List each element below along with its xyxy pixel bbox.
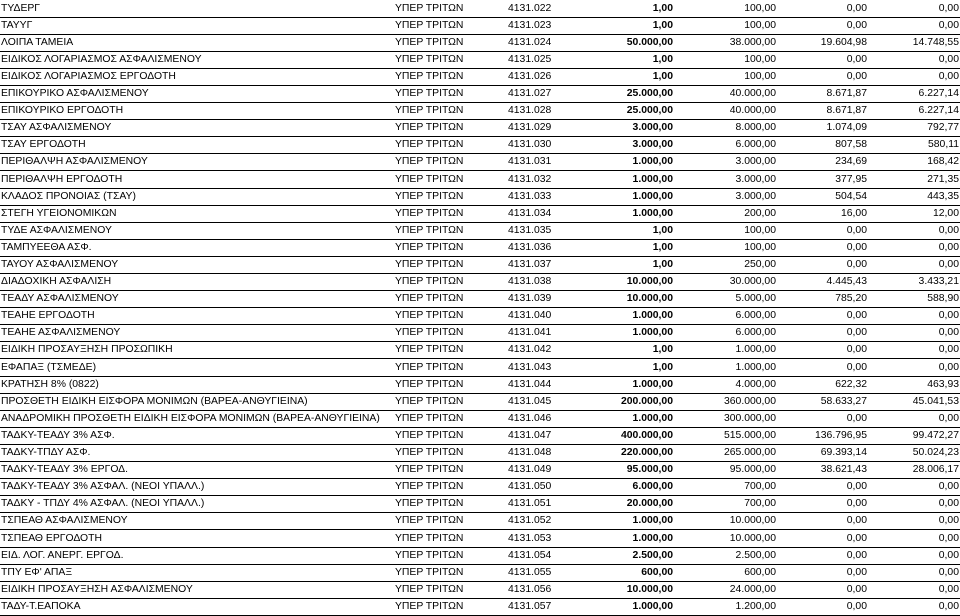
account-code-cell: 4131.034	[507, 205, 597, 222]
amount-2-cell: 95.000,00	[674, 462, 777, 479]
amount-2-cell: 3.000,00	[674, 171, 777, 188]
amount-2-cell: 10.000,00	[674, 513, 777, 530]
account-code-cell: 4131.039	[507, 291, 597, 308]
account-code-cell: 4131.045	[507, 393, 597, 410]
amount-2-cell: 700,00	[674, 479, 777, 496]
account-code-cell: 4131.056	[507, 581, 597, 598]
account-name-cell: ΠΕΡΙΘΑΛΨΗ ΑΣΦΑΛΙΣΜΕΝΟΥ	[0, 154, 394, 171]
amount-3-cell: 0,00	[777, 410, 868, 427]
category-cell: ΥΠΕΡ ΤΡΙΤΩΝ	[394, 444, 507, 461]
amount-4-cell: 0,00	[868, 325, 960, 342]
amount-3-cell: 0,00	[777, 325, 868, 342]
account-name-cell: ΛΟΙΠΑ ΤΑΜΕΙΑ	[0, 34, 394, 51]
account-name-cell: ΠΡΟΣΘΕΤΗ ΕΙΔΙΚΗ ΕΙΣΦΟΡΑ ΜΟΝΙΜΩΝ (ΒΑΡΕΑ-ΑΝΘΥΓΙΕΙΝΑ)	[0, 393, 394, 410]
amount-3-cell: 136.796,95	[777, 427, 868, 444]
table-row	[0, 120, 960, 137]
budget-amount-cell: 1.000,00	[597, 205, 674, 222]
table-row	[0, 256, 960, 273]
table-row	[0, 239, 960, 256]
amount-2-cell: 10.000,00	[674, 530, 777, 547]
amount-3-cell: 0,00	[777, 496, 868, 513]
account-name-cell: ΤΠΥ ΕΦ' ΑΠΑΞ	[0, 564, 394, 581]
amount-4-cell: 99.472,27	[868, 427, 960, 444]
budget-amount-cell: 95.000,00	[597, 462, 674, 479]
amount-3-cell: 0,00	[777, 530, 868, 547]
account-name-cell: ΣΤΕΓΗ ΥΓΕΙΟΝΟΜΙΚΩΝ	[0, 205, 394, 222]
category-cell: ΥΠΕΡ ΤΡΙΤΩΝ	[394, 120, 507, 137]
category-cell: ΥΠΕΡ ΤΡΙΤΩΝ	[394, 496, 507, 513]
table-row	[0, 530, 960, 547]
category-cell: ΥΠΕΡ ΤΡΙΤΩΝ	[394, 359, 507, 376]
category-cell: ΥΠΕΡ ΤΡΙΤΩΝ	[394, 222, 507, 239]
account-name-cell: ΕΙΔΙΚΟΣ ΛΟΓΑΡΙΑΣΜΟΣ ΑΣΦΑΛΙΣΜΕΝΟΥ	[0, 51, 394, 68]
amount-3-cell: 69.393,14	[777, 444, 868, 461]
budget-amount-cell: 600,00	[597, 564, 674, 581]
account-name-cell: ΤΑΜΠΥΕΕΘΑ ΑΣΦ.	[0, 239, 394, 256]
amount-3-cell: 38.621,43	[777, 462, 868, 479]
account-code-cell: 4131.025	[507, 51, 597, 68]
amount-3-cell: 0,00	[777, 222, 868, 239]
account-name-cell: ΔΙΑΔΟΧΙΚΗ ΑΣΦΑΛΙΣΗ	[0, 274, 394, 291]
category-cell: ΥΠΕΡ ΤΡΙΤΩΝ	[394, 410, 507, 427]
amount-4-cell: 28.006,17	[868, 462, 960, 479]
amount-3-cell: 0,00	[777, 17, 868, 34]
amount-3-cell: 8.671,87	[777, 85, 868, 102]
table-row	[0, 222, 960, 239]
table-row	[0, 513, 960, 530]
amount-2-cell: 8.000,00	[674, 120, 777, 137]
category-cell: ΥΠΕΡ ΤΡΙΤΩΝ	[394, 17, 507, 34]
budget-amount-cell: 25.000,00	[597, 103, 674, 120]
amount-3-cell: 0,00	[777, 308, 868, 325]
budget-amount-cell: 1,00	[597, 17, 674, 34]
account-name-cell: ΤΥΔΕΡΓ	[0, 0, 394, 17]
budget-amount-cell: 1,00	[597, 0, 674, 17]
amount-3-cell: 0,00	[777, 51, 868, 68]
category-cell: ΥΠΕΡ ΤΡΙΤΩΝ	[394, 103, 507, 120]
table-row	[0, 51, 960, 68]
amount-2-cell: 100,00	[674, 17, 777, 34]
category-cell: ΥΠΕΡ ΤΡΙΤΩΝ	[394, 325, 507, 342]
category-cell: ΥΠΕΡ ΤΡΙΤΩΝ	[394, 85, 507, 102]
budget-amount-cell: 1,00	[597, 359, 674, 376]
account-name-cell: ΤΑΥΥΓ	[0, 17, 394, 34]
account-code-cell: 4131.029	[507, 120, 597, 137]
amount-2-cell: 1.000,00	[674, 359, 777, 376]
category-cell: ΥΠΕΡ ΤΡΙΤΩΝ	[394, 581, 507, 598]
amount-2-cell: 100,00	[674, 239, 777, 256]
amount-3-cell: 16,00	[777, 205, 868, 222]
table-row	[0, 188, 960, 205]
amount-3-cell: 785,20	[777, 291, 868, 308]
table-row	[0, 103, 960, 120]
amount-3-cell: 0,00	[777, 479, 868, 496]
account-name-cell: ΤΑΔΚΥ-ΤΠΔΥ ΑΣΦ.	[0, 444, 394, 461]
amount-3-cell: 504,54	[777, 188, 868, 205]
account-code-cell: 4131.048	[507, 444, 597, 461]
budget-amount-cell: 1,00	[597, 239, 674, 256]
category-cell: ΥΠΕΡ ΤΡΙΤΩΝ	[394, 0, 507, 17]
amount-2-cell: 6.000,00	[674, 308, 777, 325]
category-cell: ΥΠΕΡ ΤΡΙΤΩΝ	[394, 274, 507, 291]
category-cell: ΥΠΕΡ ΤΡΙΤΩΝ	[394, 137, 507, 154]
amount-3-cell: 4.445,43	[777, 274, 868, 291]
category-cell: ΥΠΕΡ ΤΡΙΤΩΝ	[394, 256, 507, 273]
amount-4-cell: 463,93	[868, 376, 960, 393]
amount-3-cell: 0,00	[777, 0, 868, 17]
budget-amount-cell: 200.000,00	[597, 393, 674, 410]
category-cell: ΥΠΕΡ ΤΡΙΤΩΝ	[394, 479, 507, 496]
amount-3-cell: 8.671,87	[777, 103, 868, 120]
amount-4-cell: 443,35	[868, 188, 960, 205]
table-row	[0, 547, 960, 564]
account-name-cell: ΕΠΙΚΟΥΡΙΚΟ ΕΡΓΟΔΟΤΗ	[0, 103, 394, 120]
account-code-cell: 4131.052	[507, 513, 597, 530]
amount-2-cell: 4.000,00	[674, 376, 777, 393]
amount-4-cell: 12,00	[868, 205, 960, 222]
table-row	[0, 342, 960, 359]
table-row	[0, 308, 960, 325]
amount-4-cell: 0,00	[868, 496, 960, 513]
account-name-cell: ΤΑΔΚΥ-ΤΕΑΔΥ 3% ΕΡΓΟΔ.	[0, 462, 394, 479]
budget-amount-cell: 1.000,00	[597, 171, 674, 188]
budget-amount-cell: 10.000,00	[597, 274, 674, 291]
amount-3-cell: 622,32	[777, 376, 868, 393]
account-name-cell: ΕΦΑΠΑΞ (ΤΣΜΕΔΕ)	[0, 359, 394, 376]
account-code-cell: 4131.031	[507, 154, 597, 171]
account-code-cell: 4131.027	[507, 85, 597, 102]
account-code-cell: 4131.046	[507, 410, 597, 427]
budget-amount-cell: 50.000,00	[597, 34, 674, 51]
amount-4-cell: 50.024,23	[868, 444, 960, 461]
amount-3-cell: 0,00	[777, 239, 868, 256]
table-row	[0, 34, 960, 51]
account-code-cell: 4131.030	[507, 137, 597, 154]
budget-amount-cell: 1.000,00	[597, 308, 674, 325]
account-name-cell: ΤΣΑΥ ΑΣΦΑΛΙΣΜΕΝΟΥ	[0, 120, 394, 137]
amount-4-cell: 168,42	[868, 154, 960, 171]
account-name-cell: ΤΑΔΚΥ-ΤΕΑΔΥ 3% ΑΣΦΑΛ. (ΝΕΟΙ ΥΠΑΛΛ.)	[0, 479, 394, 496]
category-cell: ΥΠΕΡ ΤΡΙΤΩΝ	[394, 513, 507, 530]
account-name-cell: ΤΑΔΚΥ-ΤΕΑΔΥ 3% ΑΣΦ.	[0, 427, 394, 444]
amount-4-cell: 0,00	[868, 51, 960, 68]
amount-2-cell: 3.000,00	[674, 188, 777, 205]
table-row	[0, 410, 960, 427]
account-code-cell: 4131.050	[507, 479, 597, 496]
budget-amount-cell: 1.000,00	[597, 154, 674, 171]
amount-3-cell: 0,00	[777, 564, 868, 581]
table-row	[0, 68, 960, 85]
amount-3-cell: 377,95	[777, 171, 868, 188]
amount-4-cell: 0,00	[868, 239, 960, 256]
budget-amount-cell: 3.000,00	[597, 137, 674, 154]
category-cell: ΥΠΕΡ ΤΡΙΤΩΝ	[394, 291, 507, 308]
amount-4-cell: 0,00	[868, 256, 960, 273]
category-cell: ΥΠΕΡ ΤΡΙΤΩΝ	[394, 68, 507, 85]
category-cell: ΥΠΕΡ ΤΡΙΤΩΝ	[394, 564, 507, 581]
amount-4-cell: 0,00	[868, 513, 960, 530]
category-cell: ΥΠΕΡ ΤΡΙΤΩΝ	[394, 171, 507, 188]
amount-4-cell: 0,00	[868, 547, 960, 564]
category-cell: ΥΠΕΡ ΤΡΙΤΩΝ	[394, 342, 507, 359]
amount-2-cell: 30.000,00	[674, 274, 777, 291]
table-row	[0, 444, 960, 461]
amount-2-cell: 1.000,00	[674, 342, 777, 359]
account-code-cell: 4131.047	[507, 427, 597, 444]
amount-2-cell: 2.500,00	[674, 547, 777, 564]
account-code-cell: 4131.053	[507, 530, 597, 547]
account-code-cell: 4131.040	[507, 308, 597, 325]
category-cell: ΥΠΕΡ ΤΡΙΤΩΝ	[394, 427, 507, 444]
account-name-cell: ΤΣΑΥ ΕΡΓΟΔΟΤΗ	[0, 137, 394, 154]
table-row	[0, 137, 960, 154]
account-name-cell: ΤΕΑΗΕ ΑΣΦΑΛΙΣΜΕΝΟΥ	[0, 325, 394, 342]
account-name-cell: ΤΑΔΥ-Τ.ΕΑΠΟΚΑ	[0, 598, 394, 615]
budget-amount-cell: 220.000,00	[597, 444, 674, 461]
amount-4-cell: 0,00	[868, 410, 960, 427]
amount-2-cell: 600,00	[674, 564, 777, 581]
budget-amount-cell: 2.500,00	[597, 547, 674, 564]
table-row	[0, 376, 960, 393]
account-code-cell: 4131.032	[507, 171, 597, 188]
account-code-cell: 4131.044	[507, 376, 597, 393]
amount-2-cell: 100,00	[674, 222, 777, 239]
amount-4-cell: 0,00	[868, 479, 960, 496]
amount-3-cell: 0,00	[777, 581, 868, 598]
account-name-cell: ΕΙΔΙΚΗ ΠΡΟΣΑΥΞΗΣΗ ΑΣΦΑΛΙΣΜΕΝΟΥ	[0, 581, 394, 598]
amount-4-cell: 792,77	[868, 120, 960, 137]
account-code-cell: 4131.057	[507, 598, 597, 615]
account-code-cell: 4131.038	[507, 274, 597, 291]
budget-amount-cell: 1.000,00	[597, 410, 674, 427]
amount-4-cell: 14.748,55	[868, 34, 960, 51]
account-code-cell: 4131.037	[507, 256, 597, 273]
amount-4-cell: 0,00	[868, 581, 960, 598]
account-name-cell: ΚΛΑΔΟΣ ΠΡΟΝΟΙΑΣ (ΤΣΑΥ)	[0, 188, 394, 205]
amount-4-cell: 0,00	[868, 342, 960, 359]
category-cell: ΥΠΕΡ ΤΡΙΤΩΝ	[394, 547, 507, 564]
amount-2-cell: 700,00	[674, 496, 777, 513]
category-cell: ΥΠΕΡ ΤΡΙΤΩΝ	[394, 308, 507, 325]
account-code-cell: 4131.035	[507, 222, 597, 239]
category-cell: ΥΠΕΡ ΤΡΙΤΩΝ	[394, 462, 507, 479]
budget-amount-cell: 1,00	[597, 256, 674, 273]
table-row	[0, 598, 960, 615]
account-name-cell: ΚΡΑΤΗΣΗ 8% (0822)	[0, 376, 394, 393]
account-name-cell: ΠΕΡΙΘΑΛΨΗ ΕΡΓΟΔΟΤΗ	[0, 171, 394, 188]
table-row	[0, 205, 960, 222]
table-row	[0, 0, 960, 17]
amount-3-cell: 58.633,27	[777, 393, 868, 410]
amount-3-cell: 0,00	[777, 547, 868, 564]
table-row	[0, 274, 960, 291]
category-cell: ΥΠΕΡ ΤΡΙΤΩΝ	[394, 239, 507, 256]
account-code-cell: 4131.055	[507, 564, 597, 581]
amount-3-cell: 0,00	[777, 342, 868, 359]
budget-amount-cell: 10.000,00	[597, 581, 674, 598]
amount-4-cell: 271,35	[868, 171, 960, 188]
amount-2-cell: 40.000,00	[674, 85, 777, 102]
account-name-cell: ΕΠΙΚΟΥΡΙΚΟ ΑΣΦΑΛΙΣΜΕΝΟΥ	[0, 85, 394, 102]
category-cell: ΥΠΕΡ ΤΡΙΤΩΝ	[394, 188, 507, 205]
amount-2-cell: 360.000,00	[674, 393, 777, 410]
account-code-cell: 4131.051	[507, 496, 597, 513]
amount-4-cell: 0,00	[868, 530, 960, 547]
table-row	[0, 462, 960, 479]
amount-2-cell: 100,00	[674, 51, 777, 68]
account-code-cell: 4131.036	[507, 239, 597, 256]
budget-amount-cell: 1,00	[597, 342, 674, 359]
amount-2-cell: 100,00	[674, 0, 777, 17]
table-row	[0, 359, 960, 376]
budget-amount-cell: 20.000,00	[597, 496, 674, 513]
amount-4-cell: 580,11	[868, 137, 960, 154]
account-name-cell: ΤΣΠΕΑΘ ΑΣΦΑΛΙΣΜΕΝΟΥ	[0, 513, 394, 530]
amount-2-cell: 24.000,00	[674, 581, 777, 598]
amount-3-cell: 0,00	[777, 598, 868, 615]
category-cell: ΥΠΕΡ ΤΡΙΤΩΝ	[394, 376, 507, 393]
account-code-cell: 4131.049	[507, 462, 597, 479]
amount-4-cell: 0,00	[868, 564, 960, 581]
amount-2-cell: 265.000,00	[674, 444, 777, 461]
table-row	[0, 291, 960, 308]
table-row	[0, 427, 960, 444]
table-row	[0, 325, 960, 342]
amount-2-cell: 100,00	[674, 68, 777, 85]
amount-3-cell: 19.604,98	[777, 34, 868, 51]
amount-4-cell: 3.433,21	[868, 274, 960, 291]
amount-2-cell: 40.000,00	[674, 103, 777, 120]
budget-amount-cell: 1.000,00	[597, 325, 674, 342]
category-cell: ΥΠΕΡ ΤΡΙΤΩΝ	[394, 205, 507, 222]
amount-4-cell: 6.227,14	[868, 103, 960, 120]
table-row	[0, 171, 960, 188]
table-row	[0, 479, 960, 496]
amount-4-cell: 45.041,53	[868, 393, 960, 410]
account-name-cell: ΤΕΑΗΕ ΕΡΓΟΔΟΤΗ	[0, 308, 394, 325]
table-row	[0, 581, 960, 598]
account-code-cell: 4131.028	[507, 103, 597, 120]
account-code-cell: 4131.024	[507, 34, 597, 51]
amount-3-cell: 0,00	[777, 513, 868, 530]
account-name-cell: ΤΕΑΔΥ ΑΣΦΑΛΙΣΜΕΝΟΥ	[0, 291, 394, 308]
amount-2-cell: 300.000,00	[674, 410, 777, 427]
account-name-cell: ΕΙΔ. ΛΟΓ. ΑΝΕΡΓ. ΕΡΓΟΔ.	[0, 547, 394, 564]
account-code-cell: 4131.022	[507, 0, 597, 17]
amount-3-cell: 0,00	[777, 359, 868, 376]
category-cell: ΥΠΕΡ ΤΡΙΤΩΝ	[394, 530, 507, 547]
table-row	[0, 17, 960, 34]
amount-2-cell: 515.000,00	[674, 427, 777, 444]
account-name-cell: ΕΙΔΙΚΟΣ ΛΟΓΑΡΙΑΣΜΟΣ ΕΡΓΟΔΟΤΗ	[0, 68, 394, 85]
amount-4-cell: 0,00	[868, 598, 960, 615]
budget-amount-cell: 6.000,00	[597, 479, 674, 496]
amount-3-cell: 1.074,09	[777, 120, 868, 137]
account-code-cell: 4131.043	[507, 359, 597, 376]
category-cell: ΥΠΕΡ ΤΡΙΤΩΝ	[394, 598, 507, 615]
account-name-cell: ΤΥΔΕ ΑΣΦΑΛΙΣΜΕΝΟΥ	[0, 222, 394, 239]
account-name-cell: ΕΙΔΙΚΗ ΠΡΟΣΑΥΞΗΣΗ ΠΡΟΣΩΠΙΚΗ	[0, 342, 394, 359]
amount-4-cell: 0,00	[868, 68, 960, 85]
amount-4-cell: 0,00	[868, 0, 960, 17]
table-row	[0, 85, 960, 102]
category-cell: ΥΠΕΡ ΤΡΙΤΩΝ	[394, 34, 507, 51]
account-code-cell: 4131.054	[507, 547, 597, 564]
amount-2-cell: 6.000,00	[674, 137, 777, 154]
table-row	[0, 154, 960, 171]
account-code-cell: 4131.023	[507, 17, 597, 34]
amount-4-cell: 0,00	[868, 222, 960, 239]
amount-4-cell: 6.227,14	[868, 85, 960, 102]
budget-amount-cell: 1.000,00	[597, 513, 674, 530]
account-name-cell: ΑΝΑΔΡΟΜΙΚΗ ΠΡΟΣΘΕΤΗ ΕΙΔΙΚΗ ΕΙΣΦΟΡΑ ΜΟΝΙΜΩΝ (ΒΑΡΕΑ-ΑΝΘΥΓΙΕΙΝΑ)	[0, 410, 394, 427]
account-name-cell: ΤΑΥΟΥ ΑΣΦΑΛΙΣΜΕΝΟΥ	[0, 256, 394, 273]
amount-3-cell: 807,58	[777, 137, 868, 154]
account-name-cell: ΤΑΔΚΥ - ΤΠΔΥ 4% ΑΣΦΑΛ. (ΝΕΟΙ ΥΠΑΛΛ.)	[0, 496, 394, 513]
account-code-cell: 4131.041	[507, 325, 597, 342]
budget-amount-cell: 1,00	[597, 51, 674, 68]
category-cell: ΥΠΕΡ ΤΡΙΤΩΝ	[394, 393, 507, 410]
account-code-cell: 4131.033	[507, 188, 597, 205]
budget-amount-cell: 400.000,00	[597, 427, 674, 444]
amount-3-cell: 0,00	[777, 68, 868, 85]
amount-3-cell: 234,69	[777, 154, 868, 171]
amount-2-cell: 6.000,00	[674, 325, 777, 342]
budget-amount-cell: 1,00	[597, 68, 674, 85]
account-name-cell: ΤΣΠΕΑΘ ΕΡΓΟΔΟΤΗ	[0, 530, 394, 547]
amount-2-cell: 5.000,00	[674, 291, 777, 308]
budget-amount-cell: 1.000,00	[597, 188, 674, 205]
account-code-cell: 4131.026	[507, 68, 597, 85]
budget-amount-cell: 1.000,00	[597, 598, 674, 615]
budget-amount-cell: 25.000,00	[597, 85, 674, 102]
table-row	[0, 496, 960, 513]
amount-2-cell: 1.200,00	[674, 598, 777, 615]
amount-2-cell: 38.000,00	[674, 34, 777, 51]
budget-amount-cell: 1,00	[597, 222, 674, 239]
amount-4-cell: 0,00	[868, 17, 960, 34]
budget-amount-cell: 1.000,00	[597, 530, 674, 547]
amount-2-cell: 250,00	[674, 256, 777, 273]
table-row	[0, 564, 960, 581]
budget-amount-cell: 3.000,00	[597, 120, 674, 137]
amount-4-cell: 588,90	[868, 291, 960, 308]
amount-4-cell: 0,00	[868, 308, 960, 325]
amount-2-cell: 3.000,00	[674, 154, 777, 171]
budget-amount-cell: 10.000,00	[597, 291, 674, 308]
account-code-cell: 4131.042	[507, 342, 597, 359]
table-row	[0, 393, 960, 410]
budget-amount-cell: 1.000,00	[597, 376, 674, 393]
amount-4-cell: 0,00	[868, 359, 960, 376]
category-cell: ΥΠΕΡ ΤΡΙΤΩΝ	[394, 51, 507, 68]
amount-3-cell: 0,00	[777, 256, 868, 273]
category-cell: ΥΠΕΡ ΤΡΙΤΩΝ	[394, 154, 507, 171]
amount-2-cell: 200,00	[674, 205, 777, 222]
